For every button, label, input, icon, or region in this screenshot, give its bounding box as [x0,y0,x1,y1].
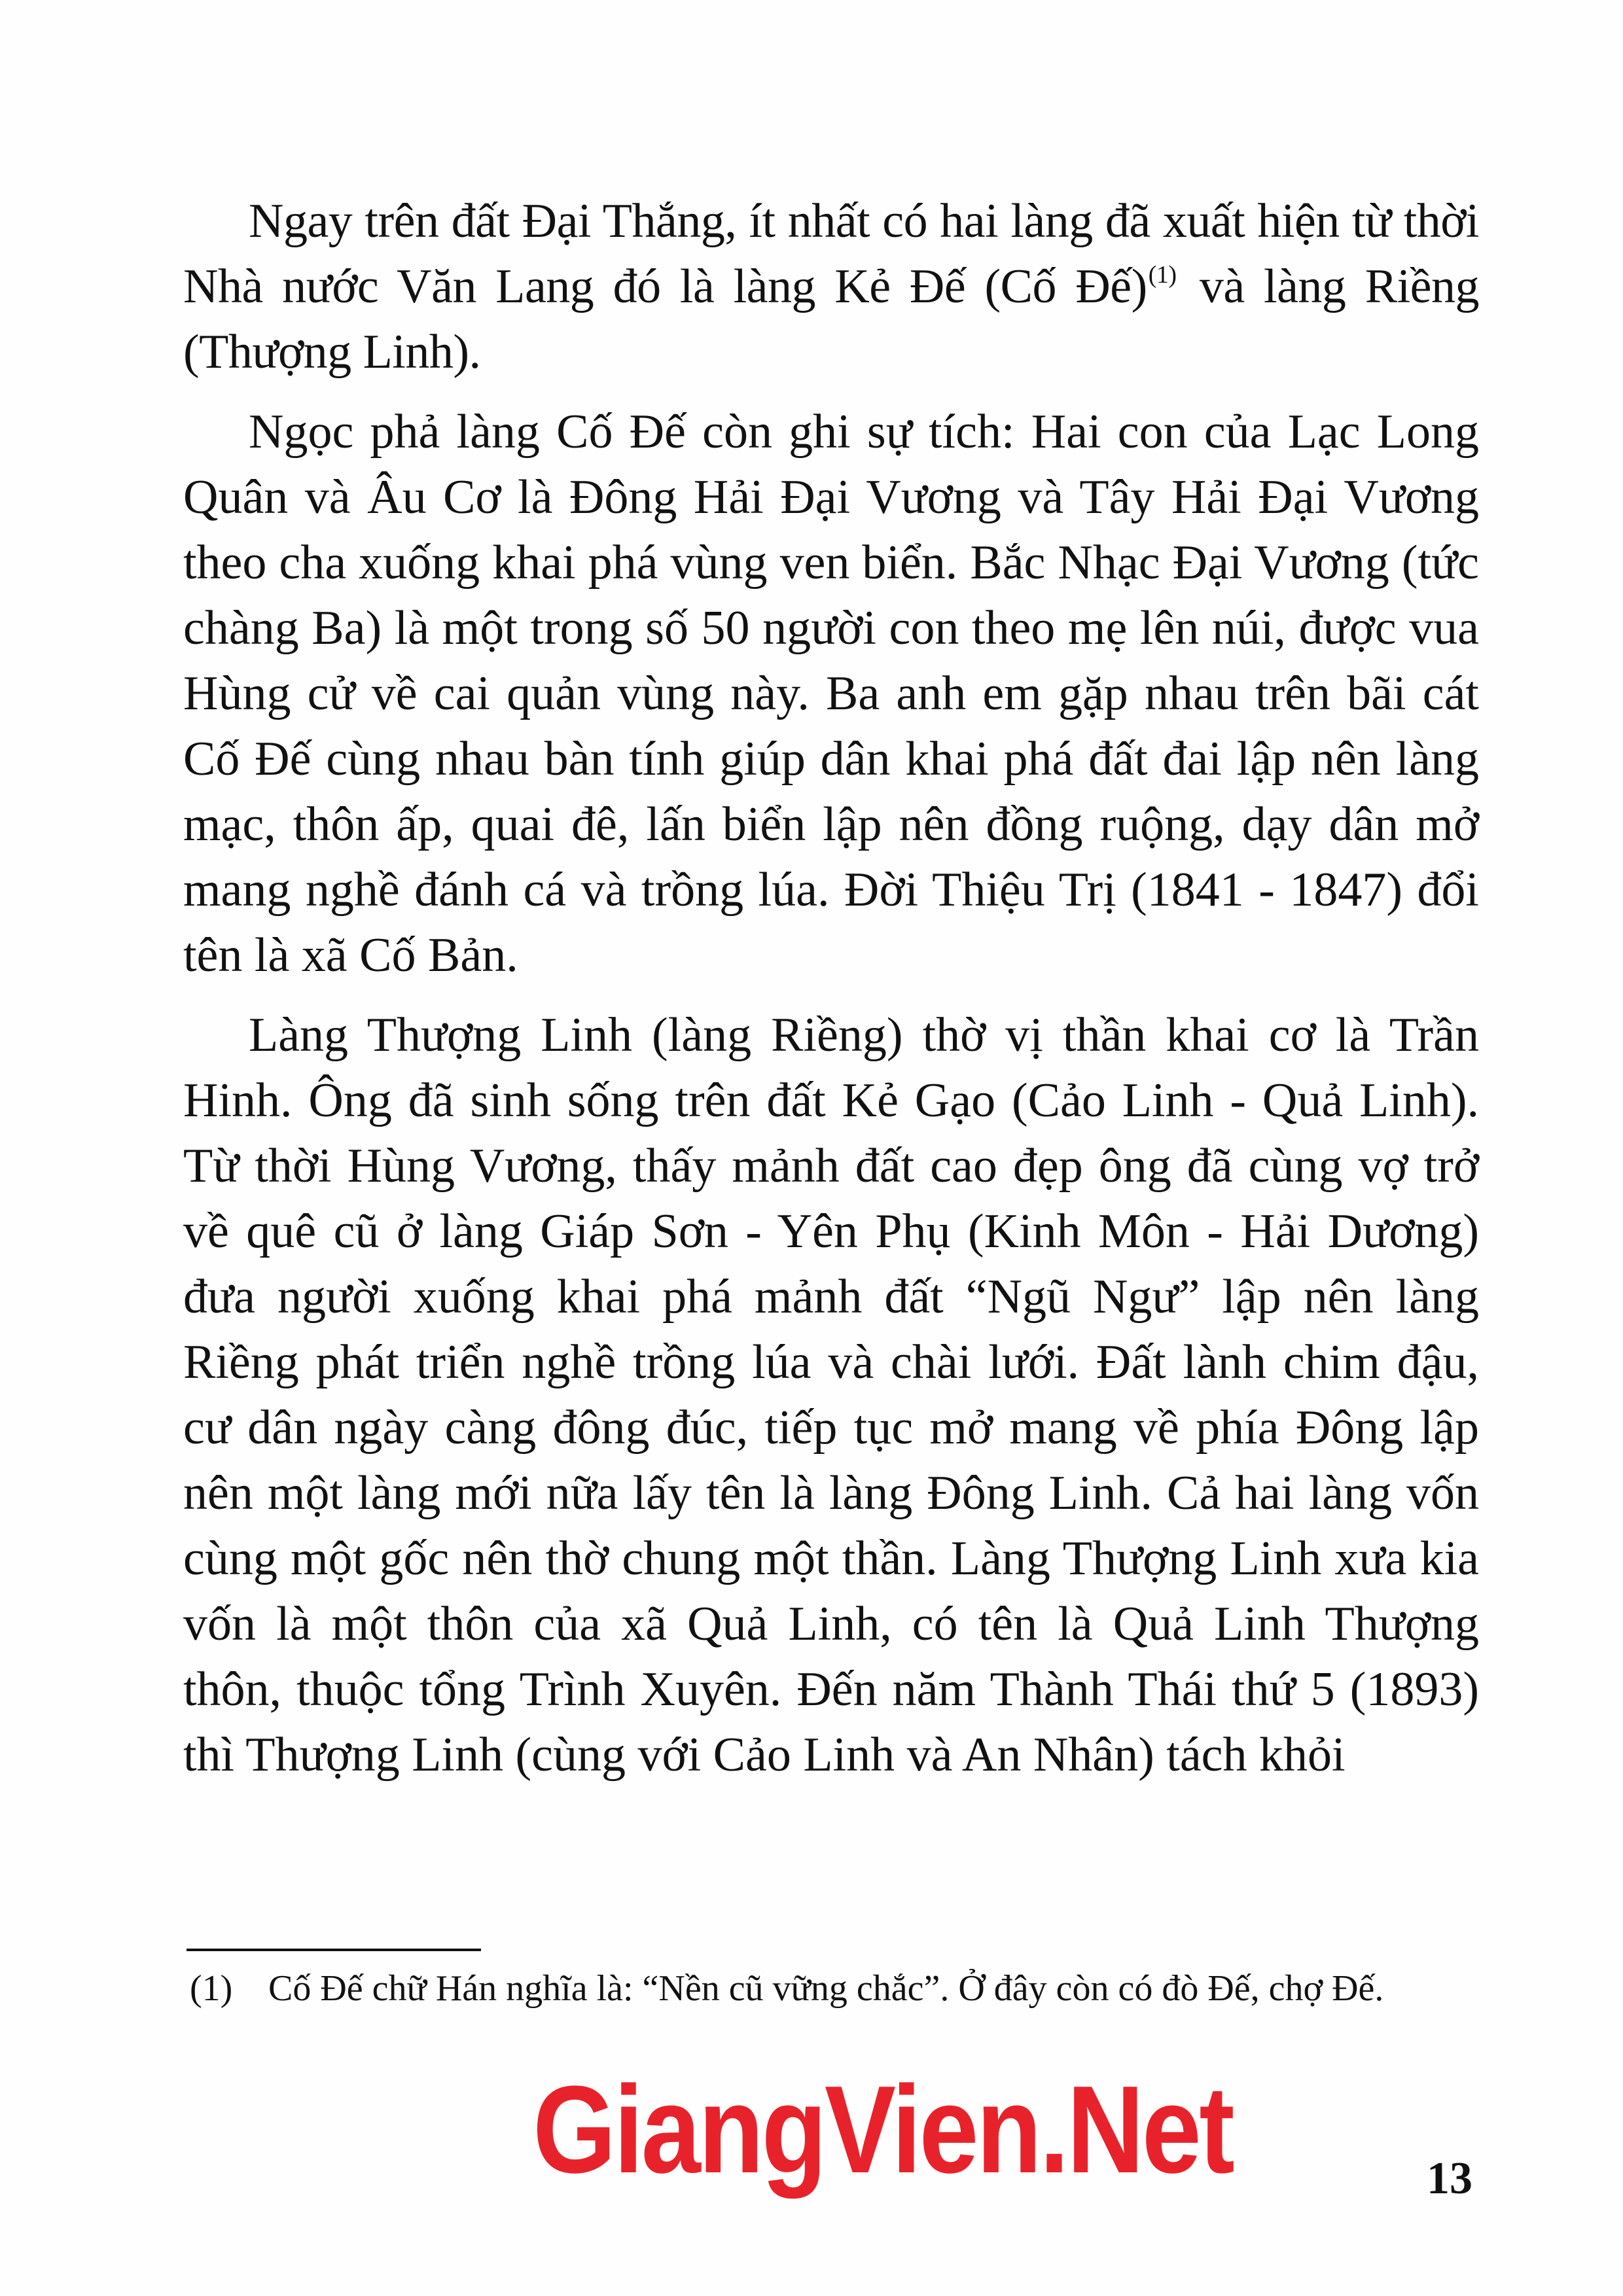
footnote-reference[interactable]: (1) [1148,261,1177,289]
page-number: 13 [1427,2153,1472,2204]
paragraph-1 [183,188,1479,385]
paragraph-2: Ngọc phả làng Cố Đế còn ghi sự tích: Hai con của Lạc Long Quân và Âu Cơ là Đông Hải Đại Vương và Tây Hải Đại Vương theo cha xuống khai phá vùng ven biển. Bắc Nhạc Đại Vương (tức chàng Ba) là một trong số 50 người con theo mẹ lên núi, được vua Hùng cử về cai quản vùng này. Ba anh em gặp nhau trên bãi cát Cố Đế cùng nhau bàn tính giúp dân khai phá đất đai lập nên làng mạc, thôn ấp, quai đê, lấn biển lập nên đồng ruộng, dạy dân mở mang nghề đánh cá và trồng lúa. Đời Thiệu Trị (1841 - 1847) đổi tên là xã Cố Bản. [183,405,1479,982]
watermark-logo: GiangVien.Net [533,2060,1233,2199]
footnote-text: Cố Đế chữ Hán nghĩa là: “Nền cũ vững chắc”. Ở đây còn có đò Đế, chợ Đế. [268,1968,1384,2009]
footnote-divider [187,1949,481,1951]
main-text [183,188,1479,1802]
footnote-marker: (1) [190,1968,233,2009]
paragraph-3: Làng Thượng Linh (làng Riềng) thờ vị thần khai cơ là Trần Hinh. Ông đã sinh sống trên đất Kẻ Gạo (Cảo Linh - Quả Linh). Từ thời Hùng Vương, thấy mảnh đất cao đẹp ông đã cùng vợ trở về quê cũ ở làng Giáp Sơn - Yên Phụ (Kinh Môn - Hải Dương) đưa người xuống khai phá mảnh đất “Ngũ Ngư” lập nên làng Riềng phát triển nghề trồng lúa và chài lưới. Đất lành chim đậu, cư dân ngày càng đông đúc, tiếp tục mở mang về phía Đông lập nên một làng mới nữa lấy tên là làng Đông Linh. Cả hai làng vốn cùng một gốc nên thờ chung một thần. Làng Thượng Linh xưa kia vốn là một thôn của xã Quả Linh, có tên là Quả Linh Thượng thôn, thuộc tổng Trình Xuyên. Đến năm Thành Thái thứ 5 (1893) thì Thượng Linh (cùng với Cảo Linh và An Nhân) tách khỏi [183,1008,1479,1782]
paragraph-1-text: Ngay trên đất Đại Thắng, ít nhất có hai làng đã xuất hiện từ thời Nhà nước Văn Lang đó là làng Kẻ Đế (Cố Đế) [183,194,1479,313]
footnote [190,1963,1479,2014]
paragraph-1-text-end: và làng Riềng (Thượng Linh). [183,260,1479,379]
